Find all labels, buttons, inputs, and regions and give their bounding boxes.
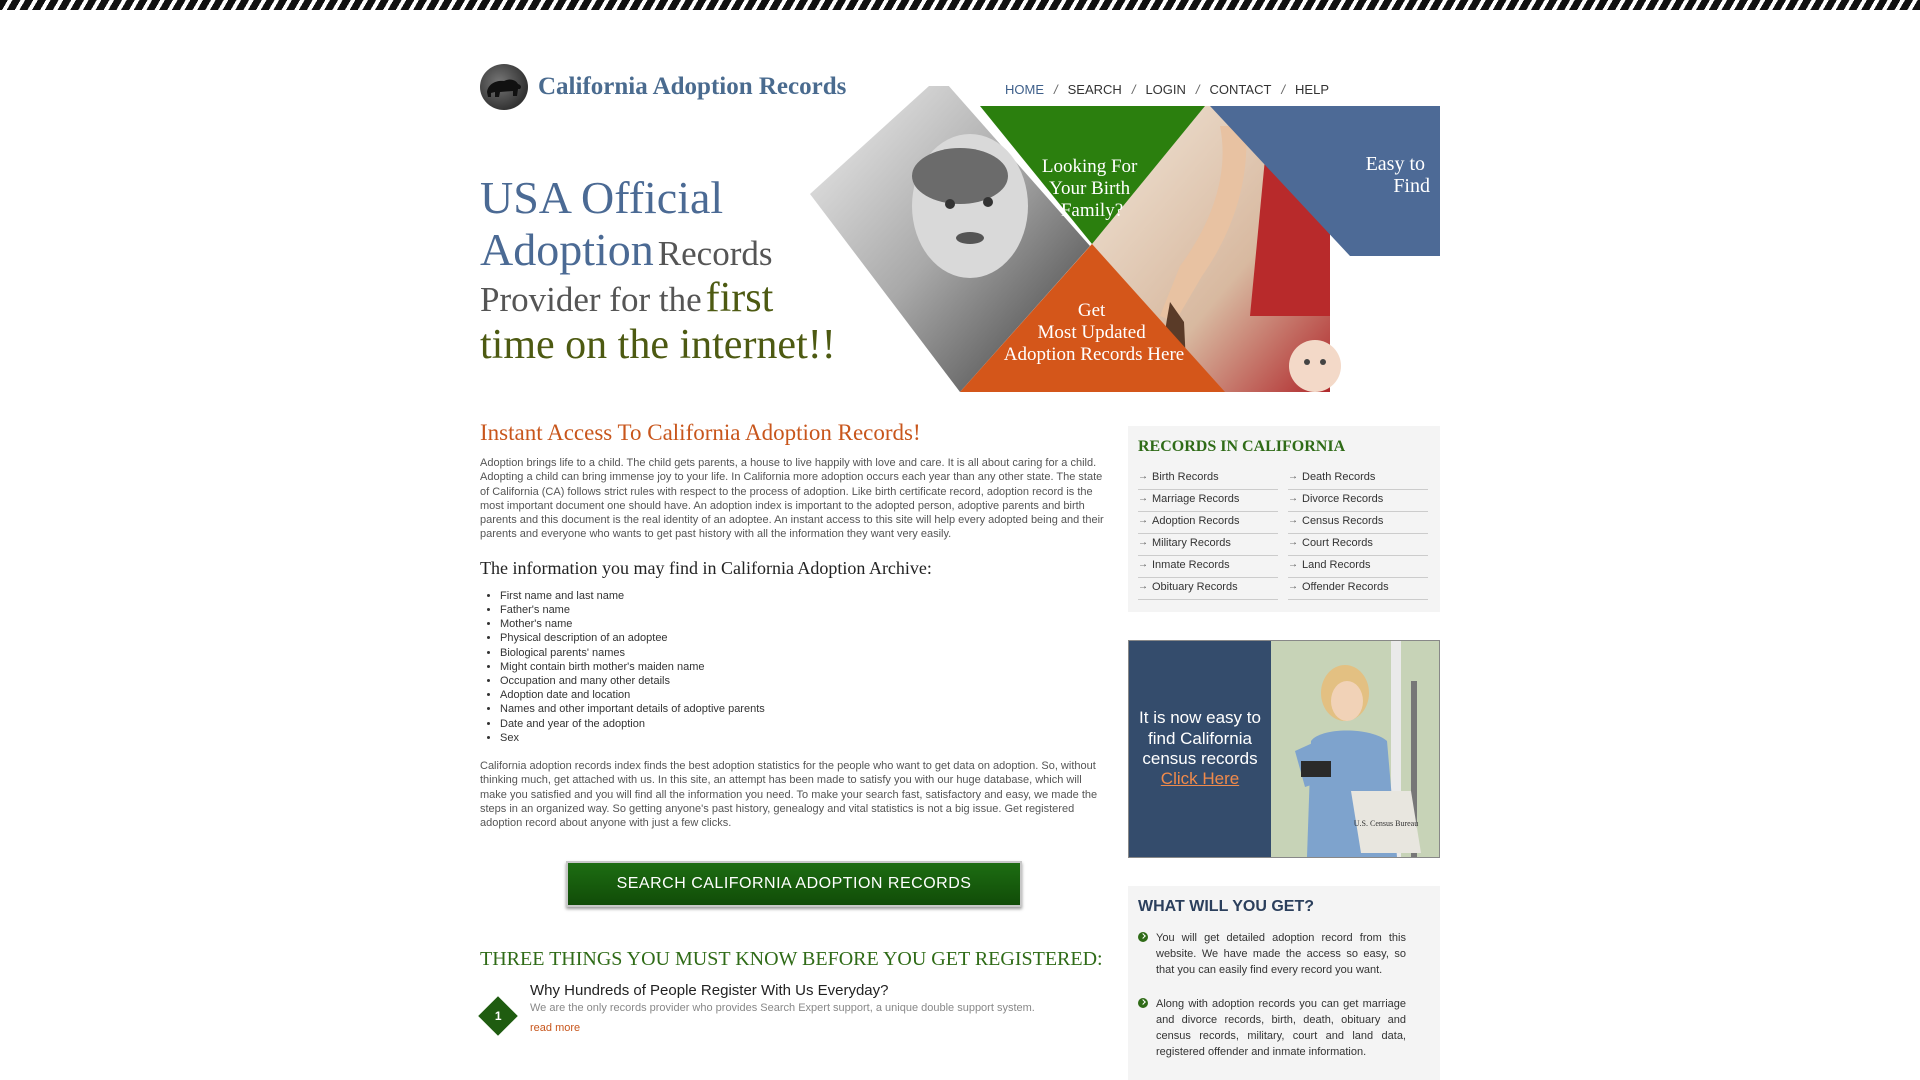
hero-line-2b: Records [657,233,773,273]
record-link-adoption[interactable]: → Adoption Records [1138,512,1278,534]
nav-help[interactable]: HELP [1295,82,1329,97]
record-link-census[interactable]: → Census Records [1288,512,1428,534]
number-badge: 1 [478,996,518,1036]
list-item: • Biological parents' names [500,646,1107,660]
info-list [480,589,1107,745]
main-nav: HOME / SEARCH / LOGIN / CONTACT / HELP [1005,82,1329,97]
get-heading: WHAT WILL YOU GET? [1138,898,1314,915]
census-text: It is now easy to find California census records [1139,708,1261,768]
list-item: • Date and year of the adoption [500,717,1107,731]
hero-banner [810,86,1440,392]
closing-paragraph: California adoption records index finds the best adoption statistics for the people who want to get data on adoption. So, without thinking much, get attached with us. In this site, an attempt has been made to satisfy you with our huge database, which will make you satisfied and you will find all the information you need. To make your search fast, satisfactory and easy, we made the steps in an organized way. So getting anyone's past history, genealogy and vital statistics is not a big issue. Get registered adoption record about anyone with just a few clicks. [480,760,1098,830]
search-records-button[interactable]: SEARCH CALIFORNIA ADOPTION RECORDS [566,861,1022,907]
hero-line-2a: Adoption [480,223,654,275]
hero-line-1: USA Official [480,172,724,223]
what-you-get-box [1128,886,1440,1080]
thing-title: Why Hundreds of People Register With Us Everyday? [530,982,889,1000]
census-banner[interactable] [1128,640,1440,858]
record-link-marriage[interactable]: → Marriage Records [1138,490,1278,512]
get-item: You will get detailed adoption record from this website. We have made the access so easy, so that you can easily find every record you want. [1138,930,1430,978]
record-link-offender[interactable]: → Offender Records [1288,578,1428,600]
record-link-court[interactable]: → Court Records [1288,534,1428,556]
site-name: California Adoption Records [538,73,847,100]
list-item: • Might contain birth mother's maiden name [500,660,1107,674]
records-grid [1138,468,1430,600]
record-link-land[interactable]: → Land Records [1288,556,1428,578]
census-click-link[interactable]: Click Here [1160,769,1240,789]
hero-headline [480,172,836,369]
nav-contact[interactable]: CONTACT [1209,82,1272,97]
census-photo [1271,641,1439,857]
list-item: • First name and last name [500,589,1107,603]
list-item: • Father's name [500,603,1107,617]
thing-item [480,982,1107,1036]
record-link-death[interactable]: → Death Records [1288,468,1428,490]
main-heading: Instant Access To California Adoption Records! [480,420,921,445]
three-things-heading: THREE THINGS YOU MUST KNOW BEFORE YOU GET REGISTERED: [480,947,1103,970]
list-item: • Mother's name [500,617,1107,631]
record-link-obituary[interactable]: → Obituary Records [1138,578,1278,600]
thing-description: We are the only records provider who provides Search Expert support, a unique double support system. [530,1002,1035,1015]
record-link-military[interactable]: → Military Records [1138,534,1278,556]
list-item: • Names and other important details of adoptive parents [500,702,1107,716]
check-icon [1138,932,1148,942]
hero-line-3b: first [705,275,774,322]
intro-paragraph: Adoption brings life to a child. The child gets parents, a house to live happily with love and care. It is all about caring for a child. Adopting a child can bring immense joy to your life. In California more adoption occurs each year than any other state. The state of California (CA) follows strict rules with respect to the process of adoption. Like birth certificate record, adoption record is the most important document one should have. An adoption index is important to the adopted person, adoptive parents and birth parents and this document is the real identity of an adoptee. An instant access to this site will help every adopted being and their parents and everyone who wants to get past history with all the information they want very easily. [480,457,1104,541]
nav-login[interactable]: LOGIN [1145,82,1186,97]
info-heading: The information you may find in California Adoption Archive: [480,557,932,578]
list-item: • Sex [500,731,1107,745]
record-link-birth[interactable]: → Birth Records [1138,468,1278,490]
svg-text:Get Most Updated A: Get Most Updated Adoption Records Here [1003,300,1185,365]
list-item: • Adoption date and location [500,688,1107,702]
records-heading: RECORDS IN CALIFORNIA [1138,438,1346,455]
svg-text:U.S. Census Bureau: U.S. Census Bureau [1353,819,1419,828]
record-link-inmate[interactable]: → Inmate Records [1138,556,1278,578]
check-icon [1138,998,1148,1008]
svg-text:Easy to Find: Easy to Find [1365,153,1430,197]
census-text-panel [1129,641,1271,857]
site-logo[interactable] [480,64,846,110]
page-wrapper [480,0,1440,1080]
read-more-link[interactable]: read more [530,1022,581,1035]
record-link-divorce[interactable]: → Divorce Records [1288,490,1428,512]
list-item: • Occupation and many other details [500,674,1107,688]
svg-text:Looking For Your Birth: Looking For Your Birth Family? [1041,156,1138,221]
nav-home[interactable]: HOME [1005,82,1044,97]
main-content [480,420,1107,1036]
bear-icon [480,64,528,110]
get-item: Along with adoption records you can get marriage and divorce records, birth, death, obituary and census records, military, court and land data, registered offender and inmate information. [1138,996,1430,1060]
list-item: • Physical description of an adoptee [500,631,1107,645]
hero-line-4: time on the internet!! [480,322,836,369]
hero-line-3a: Provider for the [480,280,702,320]
records-box [1128,426,1440,612]
nav-search[interactable]: SEARCH [1067,82,1122,97]
